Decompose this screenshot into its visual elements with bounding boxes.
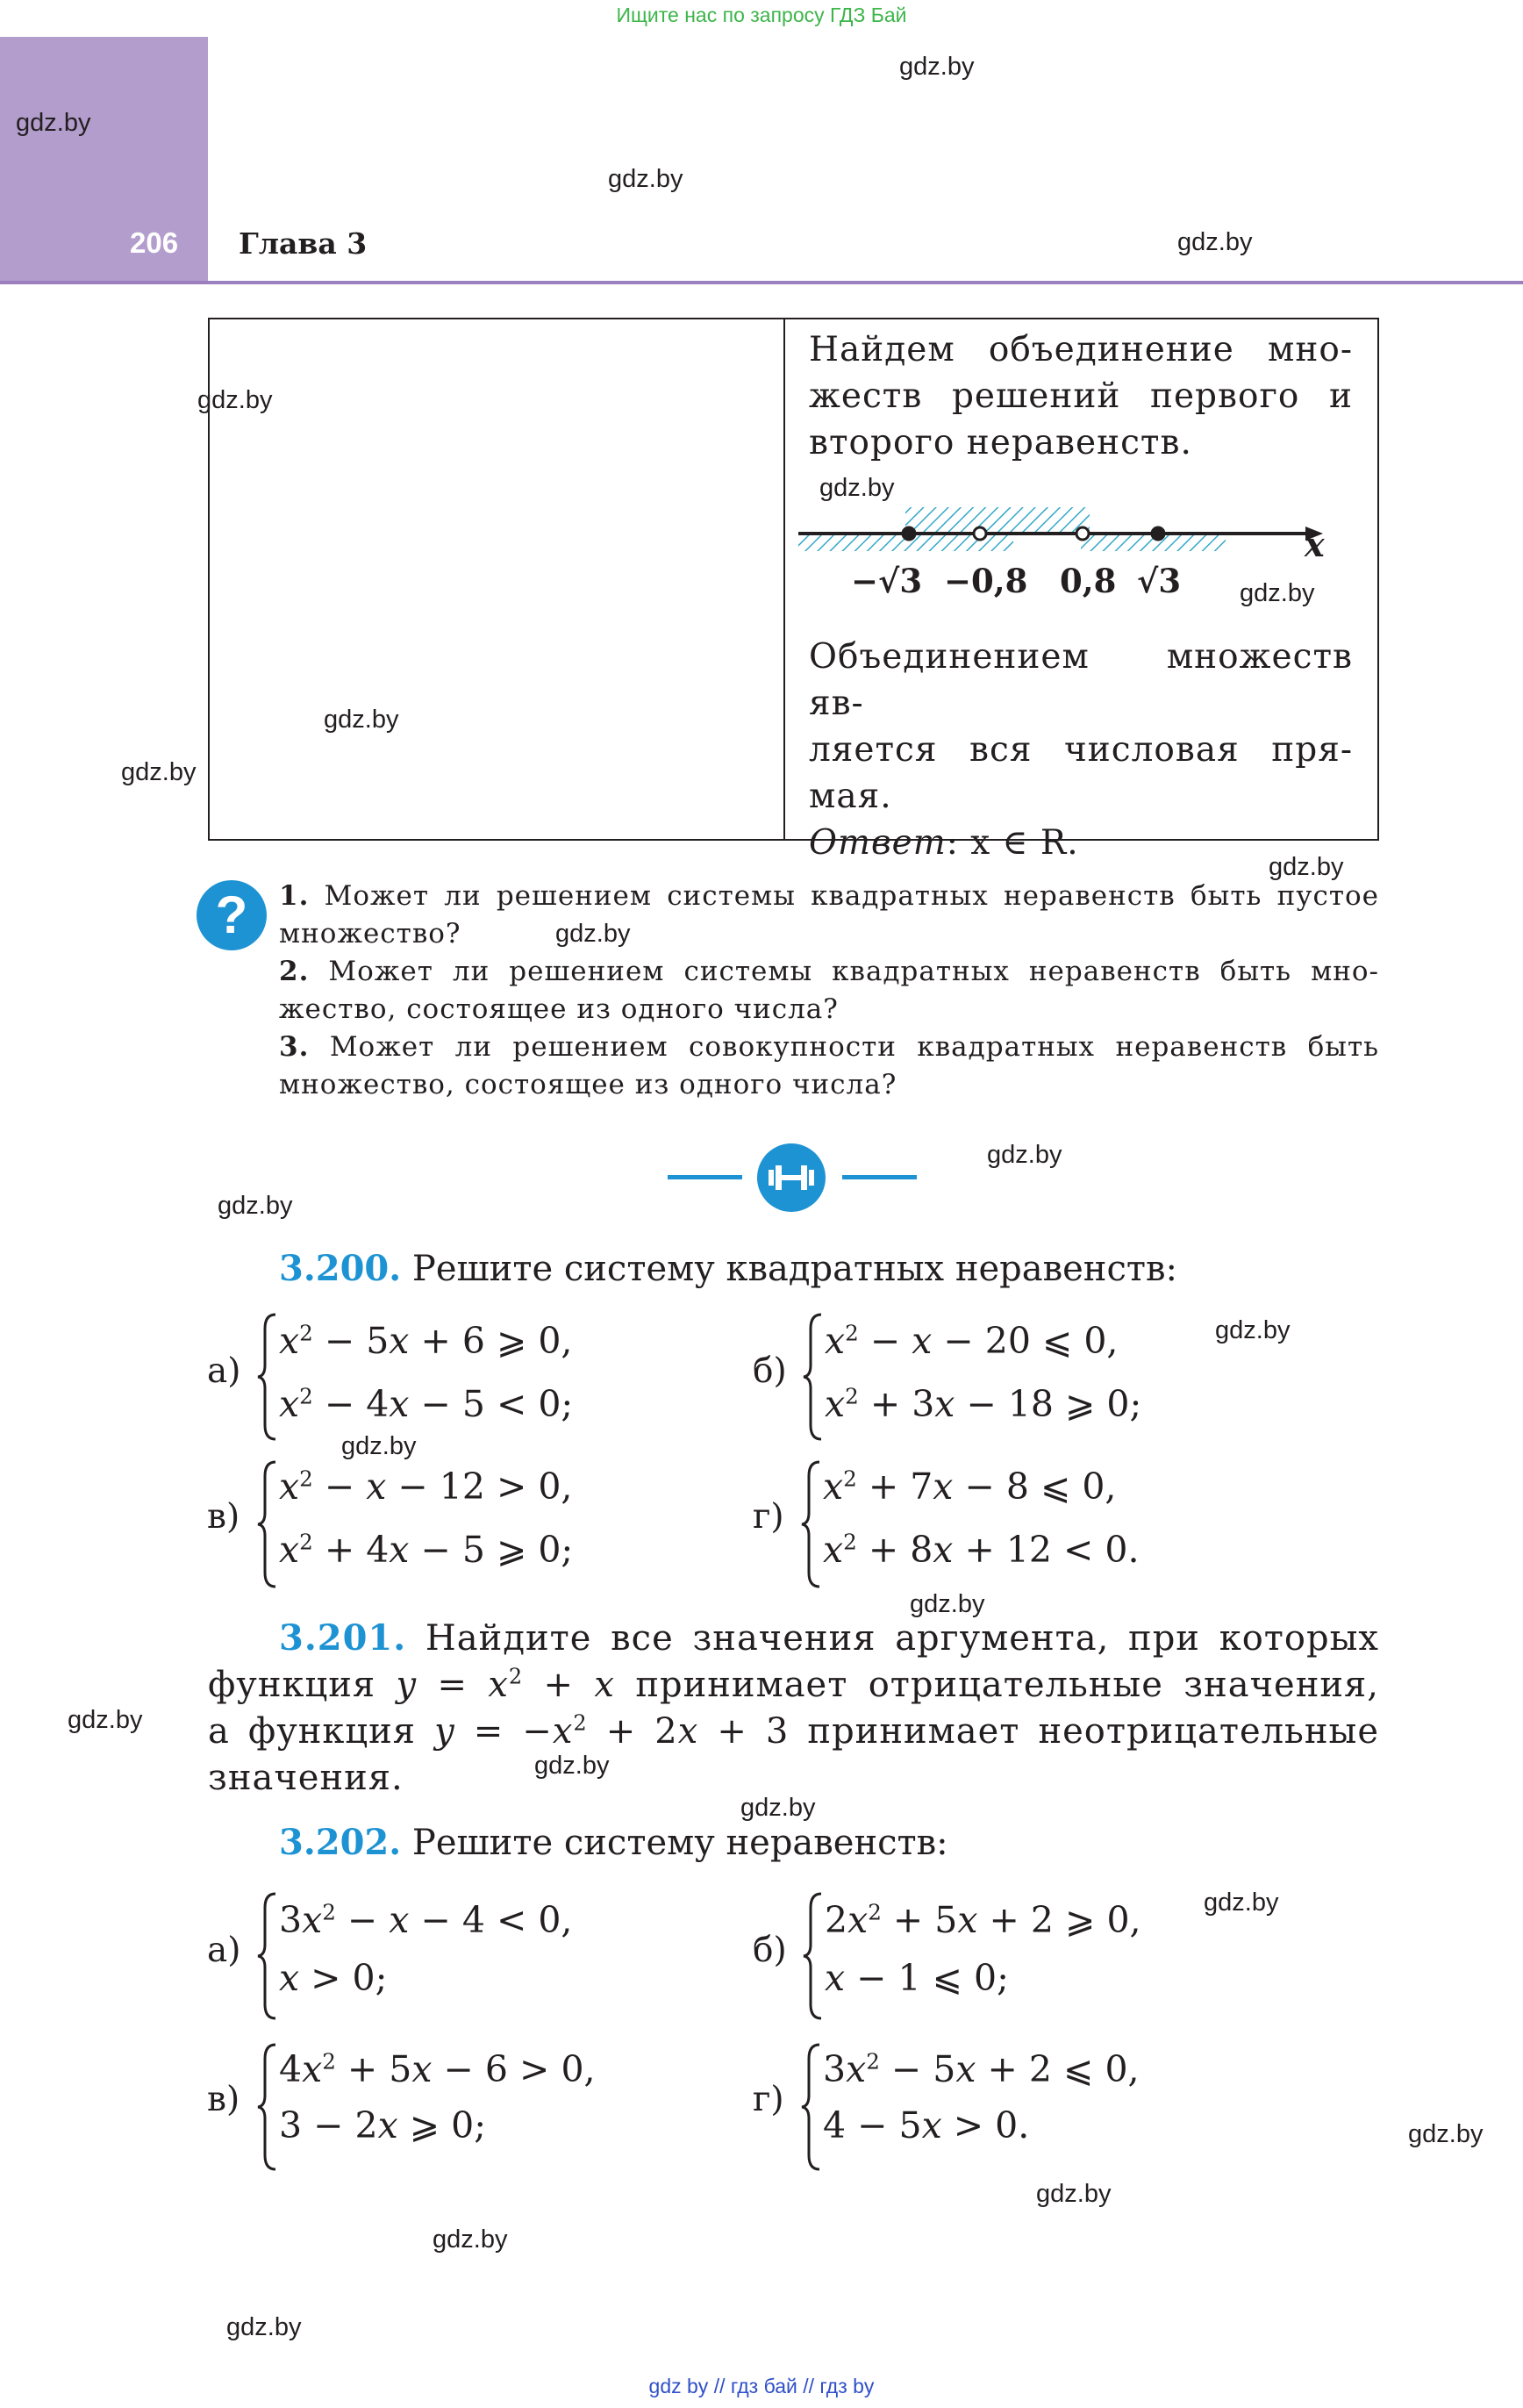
- watermark: gdz.by: [534, 1752, 610, 1780]
- watermark: gdz.by: [608, 165, 683, 193]
- system-line: x > 0;: [279, 1957, 388, 1999]
- watermark: gdz.by: [68, 1706, 143, 1734]
- watermark: gdz.by: [1204, 1888, 1279, 1917]
- question-line: жество, состоящее из одного числа?: [279, 993, 839, 1025]
- watermark: gdz.by: [899, 53, 975, 81]
- filled-point: [1152, 527, 1164, 540]
- question-number: 2.: [279, 956, 310, 987]
- open-point: [974, 527, 986, 540]
- answer-value: : x ∈ R.: [946, 823, 1079, 863]
- exercise-3-202-title: [279, 1820, 948, 1866]
- exercise-number: 3.202.: [279, 1822, 402, 1863]
- point-label-sqrt3: √3: [1137, 562, 1182, 600]
- watermark: gdz.by: [1036, 2180, 1112, 2208]
- system-line: $x^2 + 3x - 18$ ⩾ 0;: [825, 1383, 1142, 1425]
- exercise-3-201: [208, 1615, 1379, 1802]
- exercise-line: функция $y = x^2 + x$ принимает отрицательные значения,: [208, 1664, 1379, 1705]
- brace-icon: [798, 2041, 825, 2173]
- system-label: а): [207, 1931, 241, 1970]
- watermark: gdz.by: [819, 474, 895, 502]
- question-line: множество?: [279, 918, 461, 950]
- footer-links: gdz by // гдз бай // гдз by: [648, 2375, 875, 2397]
- filled-point: [903, 527, 915, 540]
- text-line: Найдем объединение мно-: [809, 330, 1353, 369]
- question-text: Может ли решением системы квадратных неравенств быть мно-: [328, 956, 1380, 987]
- brace-icon: [254, 1311, 281, 1443]
- system-line: $x^2 - 5x + 6$ ⩾ 0,: [279, 1320, 573, 1362]
- watermark: gdz.by: [121, 758, 197, 786]
- watermark: gdz.by: [1408, 2120, 1484, 2148]
- watermark: gdz.by: [1177, 228, 1253, 256]
- separator-line: [668, 1175, 742, 1179]
- question-icon: ?: [197, 880, 267, 950]
- brace-icon: [800, 1890, 826, 2022]
- separator-line: [842, 1175, 917, 1179]
- system-label: б): [753, 1351, 787, 1391]
- brace-icon: [254, 1890, 281, 2022]
- point-label-neg-sqrt3: −√3: [851, 562, 923, 600]
- exercise-text: Решите систему квадратных неравенств:: [411, 1249, 1177, 1289]
- watermark: gdz.by: [433, 2225, 508, 2254]
- point-label-0-8: 0,8: [1060, 562, 1117, 600]
- page-number: 206: [130, 226, 179, 259]
- system-label: в): [207, 2080, 240, 2119]
- system-line: $x^2 - 4x - 5 < 0$;: [279, 1383, 574, 1425]
- question-text: Может ли решением системы квадратных неравенств быть пустое: [324, 880, 1379, 912]
- system-line: $3x^2 - x - 4 < 0$,: [279, 1899, 573, 1941]
- text-line: жеств решений первого и: [809, 376, 1353, 416]
- watermark: gdz.by: [16, 109, 91, 137]
- solution-region-right: [905, 507, 1090, 534]
- chapter-title: Глава 3: [239, 226, 368, 261]
- text-line: мая.: [809, 777, 892, 816]
- system-label: а): [207, 1351, 241, 1391]
- open-point: [1076, 527, 1089, 540]
- watermark: gdz.by: [324, 706, 399, 734]
- watermark: gdz.by: [226, 2313, 302, 2341]
- question-line: [279, 878, 1379, 915]
- question-line: [279, 1028, 1379, 1066]
- system-line: $x^2 + 4x - 5$ ⩾ 0;: [279, 1529, 574, 1571]
- watermark: gdz.by: [218, 1192, 293, 1220]
- brace-icon: [800, 1311, 826, 1443]
- system-line: $x^2 + 8x + 12 < 0$.: [823, 1529, 1140, 1571]
- exercise-line: значения.: [208, 1758, 404, 1798]
- table-conclusion-text: [809, 634, 1353, 866]
- system-label: б): [753, 1931, 787, 1970]
- exercise-number: 3.201.: [279, 1617, 407, 1659]
- system-line: $2x^2 + 5x + 2$ ⩾ 0,: [825, 1899, 1141, 1941]
- watermark: gdz.by: [555, 920, 631, 948]
- header-rule: [0, 281, 1523, 284]
- exercise-line: а функция $y = -x^2 + 2x + 3$ принимает неотрицательные: [208, 1710, 1379, 1752]
- watermark: gdz.by: [1215, 1316, 1291, 1344]
- watermark: gdz.by: [910, 1590, 985, 1618]
- system-label: в): [207, 1497, 240, 1537]
- question-line: [279, 953, 1379, 991]
- watermark: gdz.by: [1269, 853, 1344, 881]
- system-line: $4x^2 + 5x - 6 > 0$,: [279, 2048, 596, 2090]
- system-label: г): [753, 2080, 784, 2119]
- system-label: г): [753, 1497, 784, 1537]
- answer-label: Ответ: [809, 823, 947, 863]
- exercise-number: 3.200.: [279, 1248, 402, 1289]
- exercise-3-200-title: [279, 1246, 1177, 1292]
- brace-icon: [798, 1458, 825, 1590]
- top-banner: Ищите нас по запросу ГДЗ Бай: [616, 4, 907, 26]
- question-number: 3.: [279, 1031, 310, 1063]
- system-line: $3x^2 - 5x + 2$ ⩽ 0,: [823, 2048, 1140, 2090]
- point-label-neg-0-8: −0,8: [944, 562, 1028, 600]
- exercise-text: Решите систему неравенств:: [411, 1823, 948, 1863]
- table-divider: [783, 318, 785, 841]
- exercise-line: 3.201. Найдите все значения аргумента, при которых: [279, 1617, 1379, 1659]
- axis-label: x: [1305, 525, 1325, 564]
- question-text: Может ли решением совокупности квадратных неравенств быть: [329, 1031, 1380, 1063]
- answer-line: [809, 820, 1353, 866]
- questions-block: [279, 878, 1379, 1104]
- system-line: $x^2 - x - 20$ ⩽ 0,: [825, 1320, 1119, 1362]
- dumbbell-icon: [757, 1143, 826, 1212]
- system-line: x − 1 ⩽ 0;: [825, 1957, 1009, 1999]
- watermark: gdz.by: [1240, 579, 1315, 607]
- watermark: gdz.by: [197, 386, 273, 414]
- question-number: 1.: [279, 880, 310, 912]
- brace-icon: [254, 1458, 281, 1590]
- system-line: 4 − 5x > 0.: [823, 2104, 1030, 2146]
- question-line: множество, состоящее из одного числа?: [279, 1069, 897, 1100]
- watermark: gdz.by: [740, 1794, 816, 1822]
- system-line: $x^2 - x - 12 > 0$,: [279, 1466, 573, 1508]
- table-right-cell-text: [809, 326, 1353, 466]
- watermark: gdz.by: [987, 1141, 1062, 1169]
- watermark: gdz.by: [341, 1432, 417, 1460]
- system-line: $x^2 + 7x - 8$ ⩽ 0,: [823, 1466, 1117, 1508]
- text-line: ляется вся числовая пря-: [809, 730, 1353, 770]
- text-line: второго неравенств.: [809, 423, 1192, 462]
- brace-icon: [254, 2041, 281, 2173]
- system-line: 3 − 2x ⩾ 0;: [279, 2104, 487, 2146]
- text-line: Объединением множеств яв-: [809, 637, 1353, 723]
